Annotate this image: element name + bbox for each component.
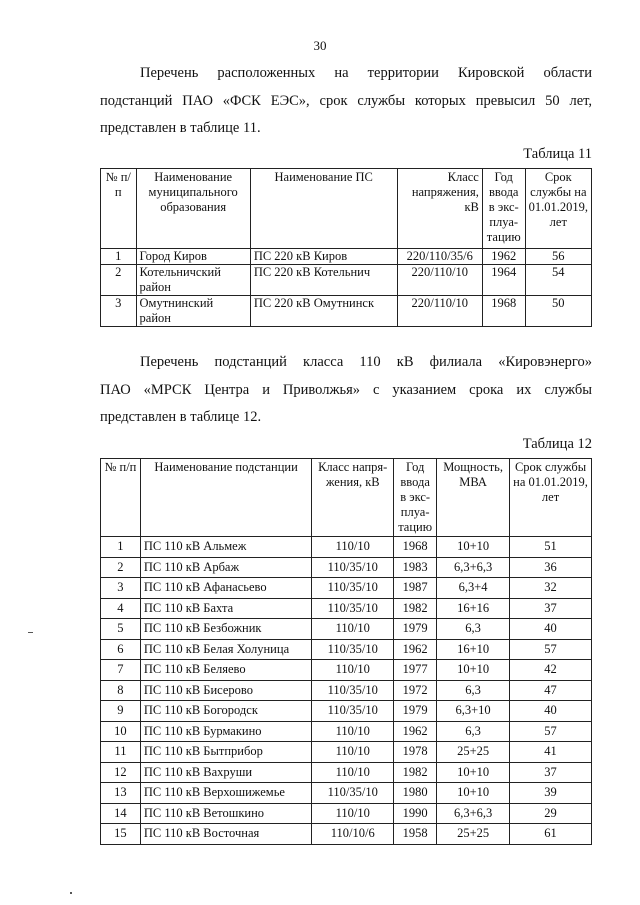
scan-mark	[70, 892, 72, 894]
cell-service-life: 41	[510, 742, 592, 763]
header-number: № п/п	[101, 459, 141, 537]
cell-substation-name: ПС 220 кВ Киров	[250, 249, 397, 265]
cell-number: 12	[101, 762, 141, 783]
cell-number: 2	[101, 557, 141, 578]
cell-capacity: 6,3+6,3	[437, 803, 510, 824]
header-commission-year: Год ввода в экс-плуа-тацию	[482, 169, 525, 249]
cell-substation-name: ПС 110 кВ Арбаж	[140, 557, 311, 578]
header-number: № п/п	[101, 169, 137, 249]
cell-commission-year: 1978	[394, 742, 437, 763]
text-line: подстанций ПАО «ФСК ЕЭС», срок службы которых превысил 50 лет,	[100, 92, 592, 109]
table-row	[101, 557, 592, 578]
header-voltage-class: Класс напря-жения, кВ	[312, 459, 394, 537]
cell-substation-name: ПС 110 кВ Афанасьево	[140, 578, 311, 599]
cell-substation-name: ПС 110 кВ Ветошкино	[140, 803, 311, 824]
text-line: представлен в таблице 11.	[100, 120, 261, 136]
table-header-row	[101, 459, 592, 537]
cell-voltage-class: 110/35/10	[312, 783, 394, 804]
text-line: Перечень расположенных на территории Кировской области	[140, 65, 592, 81]
table-row	[101, 660, 592, 681]
cell-substation-name: ПС 110 кВ Вахруши	[140, 762, 311, 783]
cell-voltage-class: 220/110/35/6	[397, 249, 482, 265]
cell-substation-name: ПС 110 кВ Беляево	[140, 660, 311, 681]
scan-mark	[28, 632, 33, 633]
text-line: Перечень подстанций класса 110 кВ филиала «Кировэнерго»	[140, 354, 592, 370]
cell-capacity: 25+25	[437, 742, 510, 763]
cell-voltage-class: 110/35/10	[312, 680, 394, 701]
table-row	[101, 265, 592, 296]
cell-service-life: 57	[510, 721, 592, 742]
cell-substation-name: ПС 110 кВ Богородск	[140, 701, 311, 722]
cell-capacity: 10+10	[437, 762, 510, 783]
cell-commission-year: 1962	[394, 721, 437, 742]
cell-capacity: 6,3+4	[437, 578, 510, 599]
table-header-row	[101, 169, 592, 249]
cell-capacity: 6,3	[437, 619, 510, 640]
cell-voltage-class: 110/35/10	[312, 701, 394, 722]
cell-service-life: 32	[510, 578, 592, 599]
cell-capacity: 25+25	[437, 824, 510, 845]
header-capacity: Мощность, МВА	[437, 459, 510, 537]
cell-number: 3	[101, 296, 137, 327]
header-service-life: Срок службы на 01.01.2019, лет	[525, 169, 591, 249]
cell-substation-name: ПС 110 кВ Восточная	[140, 824, 311, 845]
header-substation-name: Наименование ПС	[250, 169, 397, 249]
cell-substation-name: ПС 110 кВ Безбожник	[140, 619, 311, 640]
cell-service-life: 57	[510, 639, 592, 660]
header-municipality: Наименование муниципального образования	[136, 169, 250, 249]
cell-number: 4	[101, 598, 141, 619]
cell-capacity: 6,3	[437, 721, 510, 742]
cell-service-life: 37	[510, 598, 592, 619]
cell-service-life: 47	[510, 680, 592, 701]
cell-service-life: 50	[525, 296, 591, 327]
cell-service-life: 40	[510, 619, 592, 640]
table-11	[100, 168, 592, 327]
cell-substation-name: ПС 110 кВ Альмеж	[140, 537, 311, 558]
cell-capacity: 6,3+10	[437, 701, 510, 722]
cell-capacity: 16+10	[437, 639, 510, 660]
cell-substation-name: ПС 220 кВ Омутнинск	[250, 296, 397, 327]
cell-commission-year: 1982	[394, 598, 437, 619]
cell-service-life: 29	[510, 803, 592, 824]
cell-number: 11	[101, 742, 141, 763]
cell-commission-year: 1983	[394, 557, 437, 578]
cell-commission-year: 1979	[394, 701, 437, 722]
table-row	[101, 639, 592, 660]
table-row	[101, 721, 592, 742]
table-row	[101, 680, 592, 701]
cell-voltage-class: 110/10	[312, 537, 394, 558]
header-service-life: Срок службы на 01.01.2019, лет	[510, 459, 592, 537]
header-voltage-class: Класс напряжения, кВ	[397, 169, 482, 249]
cell-number: 10	[101, 721, 141, 742]
cell-capacity: 6,3	[437, 680, 510, 701]
cell-service-life: 37	[510, 762, 592, 783]
intro-paragraph-table-11	[100, 60, 592, 143]
cell-number: 1	[101, 537, 141, 558]
cell-substation-name: ПС 110 кВ Бытприбор	[140, 742, 311, 763]
page-number: 30	[313, 38, 327, 53]
cell-substation-name: ПС 110 кВ Верхошижемье	[140, 783, 311, 804]
cell-number: 8	[101, 680, 141, 701]
header-commission-year: Год ввода в экс-плуа-тацию	[394, 459, 437, 537]
cell-commission-year: 1982	[394, 762, 437, 783]
cell-service-life: 36	[510, 557, 592, 578]
cell-service-life: 51	[510, 537, 592, 558]
cell-capacity: 10+10	[437, 660, 510, 681]
cell-service-life: 56	[525, 249, 591, 265]
cell-commission-year: 1990	[394, 803, 437, 824]
cell-voltage-class: 110/10	[312, 619, 394, 640]
table-row	[101, 619, 592, 640]
cell-voltage-class: 110/10	[312, 721, 394, 742]
table-12	[100, 458, 592, 845]
cell-commission-year: 1968	[482, 296, 525, 327]
cell-number: 13	[101, 783, 141, 804]
table-row	[101, 783, 592, 804]
text-line: представлен в таблице 12.	[100, 409, 262, 425]
cell-commission-year: 1977	[394, 660, 437, 681]
cell-capacity: 6,3+6,3	[437, 557, 510, 578]
cell-commission-year: 1962	[394, 639, 437, 660]
cell-commission-year: 1964	[482, 265, 525, 296]
table-12-caption: Таблица 12	[522, 436, 592, 452]
cell-substation-name: ПС 110 кВ Бисерово	[140, 680, 311, 701]
cell-substation-name: ПС 110 кВ Белая Холуница	[140, 639, 311, 660]
cell-municipality: Омутнинский район	[136, 296, 250, 327]
cell-capacity: 10+10	[437, 537, 510, 558]
cell-voltage-class: 110/10	[312, 803, 394, 824]
cell-number: 14	[101, 803, 141, 824]
cell-substation-name: ПС 110 кВ Бахта	[140, 598, 311, 619]
cell-voltage-class: 110/10	[312, 742, 394, 763]
header-substation-name: Наименование подстанции	[140, 459, 311, 537]
cell-voltage-class: 110/35/10	[312, 557, 394, 578]
cell-number: 1	[101, 249, 137, 265]
cell-voltage-class: 220/110/10	[397, 265, 482, 296]
table-row	[101, 296, 592, 327]
intro-paragraph-table-12	[100, 349, 592, 432]
cell-service-life: 61	[510, 824, 592, 845]
cell-voltage-class: 110/35/10	[312, 598, 394, 619]
cell-voltage-class: 110/10	[312, 660, 394, 681]
table-row	[101, 803, 592, 824]
cell-capacity: 16+16	[437, 598, 510, 619]
cell-number: 15	[101, 824, 141, 845]
table-row	[101, 824, 592, 845]
cell-commission-year: 1968	[394, 537, 437, 558]
table-row	[101, 578, 592, 599]
cell-number: 6	[101, 639, 141, 660]
table-11-caption: Таблица 11	[523, 146, 592, 162]
cell-substation-name: ПС 220 кВ Котельнич	[250, 265, 397, 296]
cell-number: 2	[101, 265, 137, 296]
cell-capacity: 10+10	[437, 783, 510, 804]
cell-municipality: Котельничский район	[136, 265, 250, 296]
cell-number: 3	[101, 578, 141, 599]
cell-voltage-class: 110/10	[312, 762, 394, 783]
table-row	[101, 762, 592, 783]
cell-voltage-class: 110/10/6	[312, 824, 394, 845]
cell-municipality: Город Киров	[136, 249, 250, 265]
table-row	[101, 537, 592, 558]
cell-service-life: 42	[510, 660, 592, 681]
cell-commission-year: 1987	[394, 578, 437, 599]
text-line: ПАО «МРСК Центра и Приволжья» с указанием срока их службы	[100, 381, 592, 398]
cell-commission-year: 1972	[394, 680, 437, 701]
table-row	[101, 249, 592, 265]
cell-commission-year: 1979	[394, 619, 437, 640]
cell-commission-year: 1958	[394, 824, 437, 845]
cell-number: 7	[101, 660, 141, 681]
cell-voltage-class: 220/110/10	[397, 296, 482, 327]
cell-service-life: 40	[510, 701, 592, 722]
table-row	[101, 598, 592, 619]
cell-voltage-class: 110/35/10	[312, 639, 394, 660]
cell-commission-year: 1980	[394, 783, 437, 804]
table-row	[101, 701, 592, 722]
cell-service-life: 54	[525, 265, 591, 296]
table-row	[101, 742, 592, 763]
cell-commission-year: 1962	[482, 249, 525, 265]
cell-number: 9	[101, 701, 141, 722]
cell-substation-name: ПС 110 кВ Бурмакино	[140, 721, 311, 742]
cell-service-life: 39	[510, 783, 592, 804]
cell-number: 5	[101, 619, 141, 640]
cell-voltage-class: 110/35/10	[312, 578, 394, 599]
